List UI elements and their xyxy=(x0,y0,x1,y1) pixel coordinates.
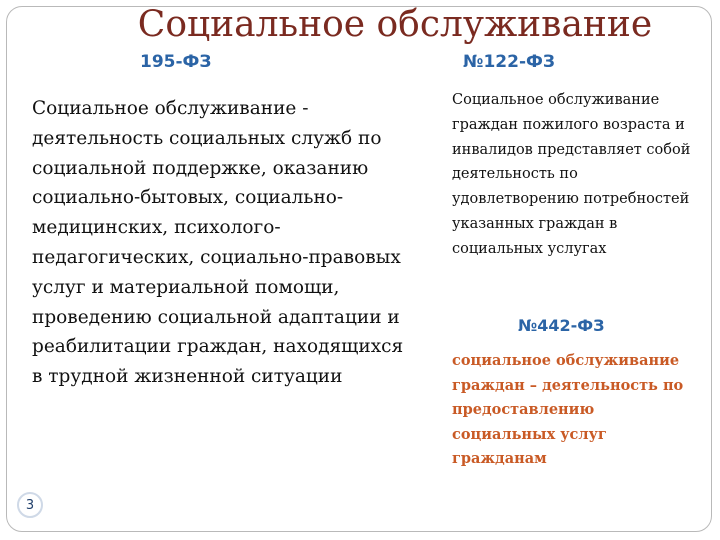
law-442-label: №442-ФЗ xyxy=(518,316,605,335)
definition-442: социальное обслуживание граждан – деятельность по предоставлению социальных услуг гражданам xyxy=(452,352,684,467)
definition-122: Социальное обслуживание граждан пожилого возраста и инвалидов представляет собой деятельность по удовлетворению потребностей указанных граждан в социальных услугах xyxy=(452,92,691,257)
slide-title: Социальное обслуживание xyxy=(137,4,653,45)
law-122-label: №122-ФЗ xyxy=(463,52,555,72)
law-195-label: 195-ФЗ xyxy=(140,52,212,72)
page-number-badge: 3 xyxy=(17,492,43,518)
definition-195: Социальное обслуживание - деятельность социальных служб по социальной поддержке, оказанию социально-бытовых, социально-медицинских, психолого-педагогических, социально-правовых услуг и материальной помощи, проведению социальной адаптации и реабилитации граждан, находящихся в трудной жизненной ситуации xyxy=(32,98,404,388)
